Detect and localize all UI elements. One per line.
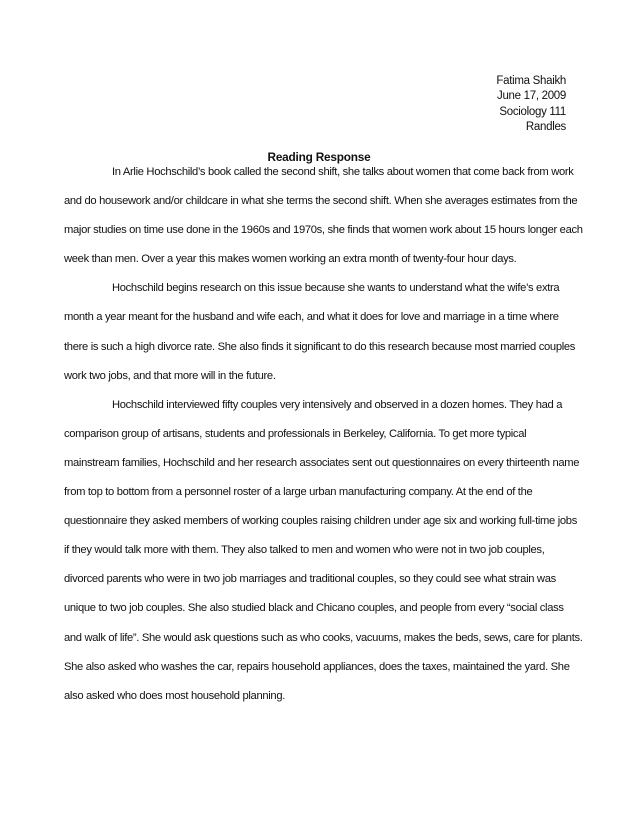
instructor-name: Randles (525, 121, 566, 134)
author-header (496, 74, 566, 136)
header-date: June 17, 2009 (497, 90, 566, 103)
author-name: Fatima Shaikh (496, 75, 566, 87)
document-body (64, 158, 584, 711)
paragraph: Hochschild interviewed fifty couples very intensively and observed in a dozen homes. They had a comparison group of artisans, students and professionals in Berkeley, California. To get more typical mainstream families, Hochschild and her research associates sent out questionnaires on every thirteenth name from top to bottom from a personnel roster of a large urban manufacturing company. At the end of the questionnaire they asked members of working couples raising children under age six and working full-time jobs if they would talk more with them. They also talked to men and women who were not in two job couples, divorced parents who were in two job marriages and traditional couples, so they could see what strain was unique to two job couples. She also studied black and Chicano couples, and people from every “social class and walk of life”. She would ask questions such as who cooks, vacuums, makes the beds, sews, care for plants. She also asked who washes the car, repairs household appliances, does the taxes, maintained the yard. She also asked who does most household planning. (64, 398, 583, 702)
course-name: Sociology 111 (499, 105, 566, 118)
paragraph: Hochschild begins research on this issue because she wants to understand what the wife’s extra month a year meant for the husband and wife each, and what it does for love and marriage in a time where there is such a high divorce rate. She also finds it significant to do this research because most married couples work two jobs, and that more will in the future. (64, 282, 576, 382)
document-title: Reading Response (267, 150, 371, 164)
paragraph: In Arlie Hochschild’s book called the second shift, she talks about women that come back from work and do housework and/or childcare in what she terms the second shift. When she averages estimates from the major studies on time use done in the 1960s and 1970s, she finds that women work about 15 hours longer each week than men. Over a year this makes women working an extra month of twenty-four hour days. (64, 166, 583, 266)
